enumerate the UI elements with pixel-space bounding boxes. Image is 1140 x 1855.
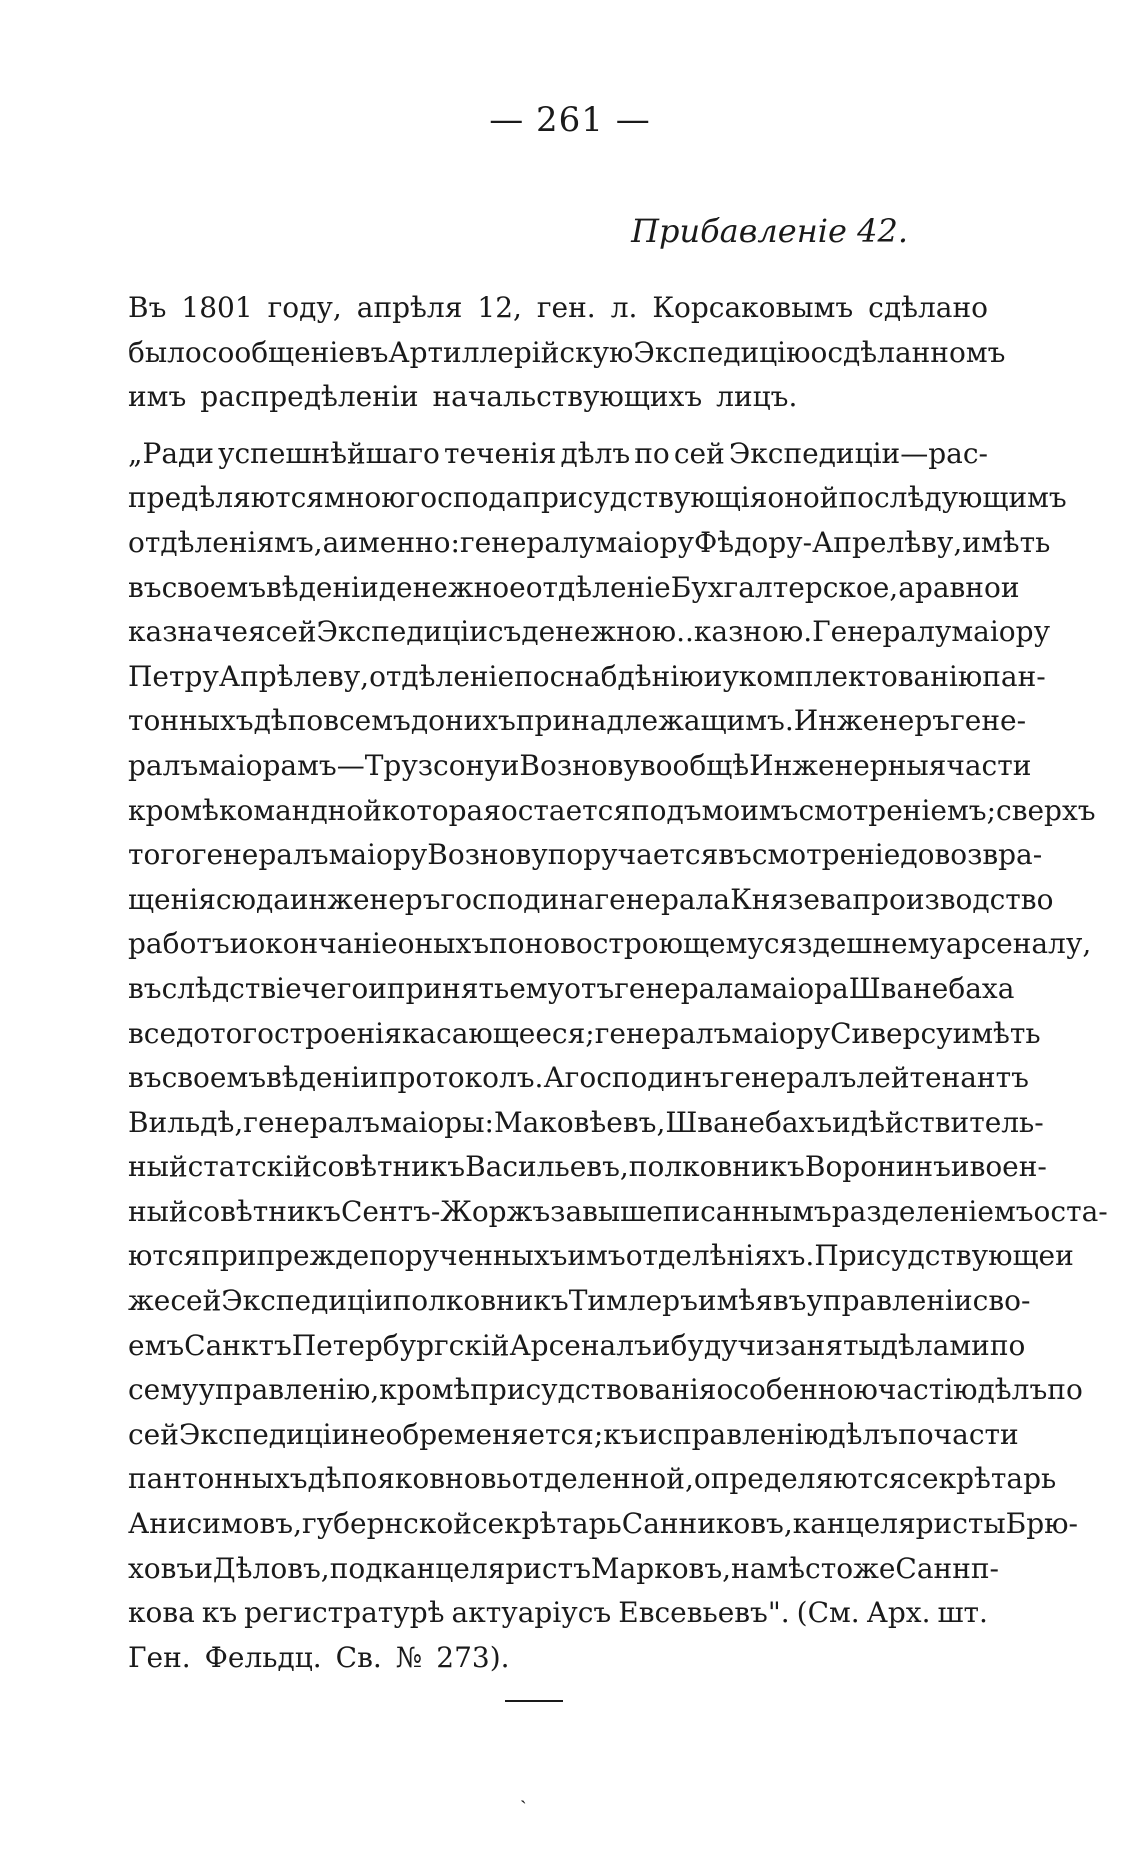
word: оной — [767, 481, 839, 515]
word: здешнему — [797, 927, 946, 961]
text-line — [128, 286, 988, 331]
word: смотренiе — [751, 838, 901, 872]
word: слѣдствiе — [161, 971, 302, 1005]
word: имъ — [128, 380, 187, 414]
text-line — [128, 744, 1032, 789]
word: ново — [524, 927, 593, 961]
word: по — [989, 1328, 1026, 1362]
word: полковникъ — [392, 1284, 569, 1318]
word: на — [731, 1551, 767, 1585]
word: мною — [323, 481, 406, 515]
word: предѣляются — [128, 481, 324, 515]
word: генералу — [459, 525, 596, 559]
word: Экспедицiи — [316, 615, 488, 649]
word: господина — [440, 882, 595, 916]
word: съ — [487, 615, 522, 649]
word: которая — [381, 793, 501, 827]
word: вообщѣ — [639, 748, 750, 782]
word: окончанiе — [248, 927, 398, 961]
text-line — [128, 833, 1043, 878]
word: пантонныхъ — [128, 1462, 308, 1496]
word: Князева — [730, 882, 853, 916]
word: совѣтникъ — [311, 1150, 466, 1184]
word: ются — [128, 1239, 202, 1273]
word: воен- — [969, 1150, 1047, 1184]
word: Евсевьевъ". — [618, 1596, 790, 1630]
word: Корсаковымъ — [652, 291, 854, 324]
word: губернской — [302, 1507, 472, 1541]
word: маiорамъ—Трузсону — [198, 748, 501, 782]
word: и — [703, 659, 723, 693]
word: канцеляристы — [792, 1507, 1006, 1541]
word: оста- — [1033, 1194, 1108, 1228]
word: (См. — [796, 1596, 860, 1630]
word: заняты — [774, 1328, 881, 1362]
word: секрѣтарь — [471, 1507, 622, 1541]
text-line — [128, 699, 1027, 744]
word: ный — [128, 1194, 188, 1228]
word: равно — [914, 570, 1001, 604]
word: и — [1000, 570, 1020, 604]
word: маiору — [595, 525, 694, 559]
word: дѣпо — [307, 1462, 378, 1496]
word: по — [898, 1417, 934, 1451]
word: и — [194, 1551, 213, 1585]
word: и — [229, 927, 249, 961]
word: апрѣля — [356, 291, 463, 324]
word: Вильдѣ, — [128, 1105, 244, 1139]
word: генерала — [594, 882, 731, 916]
word: Марковъ, — [590, 1551, 732, 1585]
word: присудствующiя — [522, 481, 768, 515]
word: сво- — [972, 1284, 1031, 1318]
word: всемъ — [323, 704, 411, 738]
word: сей — [265, 615, 317, 649]
word: сюда — [215, 882, 290, 916]
text-line — [128, 1368, 1083, 1413]
word: успешнѣйшаго — [218, 436, 440, 470]
word: Артиллерiйскую — [388, 335, 634, 369]
word: Арх. — [866, 1596, 931, 1630]
word: въ — [718, 838, 752, 872]
word: присудствованiя — [470, 1373, 717, 1407]
word: принять — [386, 971, 510, 1005]
word: генералъ — [594, 1016, 732, 1050]
word: ген. — [536, 291, 596, 324]
text-line — [128, 375, 988, 420]
word: управленiю, — [198, 1373, 380, 1407]
word: сей — [673, 436, 725, 470]
word: Экспедицiи — [221, 1284, 393, 1318]
text-line — [128, 1324, 1026, 1369]
text-line — [128, 476, 1067, 521]
word: Санктъ — [184, 1328, 292, 1362]
word: а — [898, 570, 915, 604]
word: году, — [267, 291, 342, 324]
word: Дѣловъ, — [212, 1551, 330, 1585]
word: протоколъ. — [378, 1061, 544, 1095]
word: касающееся; — [401, 1016, 595, 1050]
word: кова — [128, 1596, 195, 1630]
word: л. — [610, 291, 638, 324]
word: господинъ — [564, 1061, 720, 1095]
word: моимъ — [701, 793, 799, 827]
text-line — [128, 1101, 1044, 1146]
word: Апрѣлеву, — [218, 659, 370, 693]
word: Экспедицiи—рас- — [728, 436, 988, 470]
word: своемъ — [161, 1061, 267, 1095]
word: вѣденiи — [266, 1061, 379, 1095]
text-line — [128, 967, 1015, 1012]
word: сдѣлано — [868, 291, 988, 324]
word: укомплектованiю — [722, 659, 983, 693]
word: строенiя — [274, 1016, 402, 1050]
word: отъ — [564, 971, 615, 1005]
word: и — [832, 1105, 851, 1139]
word: дѣпо — [253, 704, 324, 738]
text-line — [128, 1636, 988, 1681]
word: кромѣ — [128, 793, 219, 827]
word: отделенной, — [511, 1462, 694, 1496]
word: и — [651, 1328, 671, 1362]
word: актуарiусъ — [451, 1596, 612, 1630]
word: особенною — [716, 1373, 878, 1407]
word: Инженерныя — [749, 748, 947, 782]
word: управленiи — [806, 1284, 973, 1318]
word: Въ — [128, 291, 167, 324]
word: генералъ — [191, 838, 329, 872]
word: будучи — [670, 1328, 775, 1362]
word: Тимлеръ — [568, 1284, 698, 1318]
word: Воронинъ — [804, 1150, 951, 1184]
word: генерала — [614, 971, 750, 1005]
word: статскiй — [187, 1150, 312, 1184]
word: по — [1047, 1373, 1083, 1407]
word: же — [128, 1284, 171, 1318]
word: Маковѣевъ, — [493, 1105, 666, 1139]
word: Экспедицiю — [633, 335, 811, 369]
word: 273). — [436, 1640, 510, 1674]
text-line — [128, 1234, 1074, 1279]
word: маiору — [951, 615, 1051, 649]
word: тонныхъ — [128, 704, 254, 738]
word: оныхъ — [397, 927, 490, 961]
word: имѣть — [952, 1016, 1041, 1050]
word: сей — [170, 1284, 222, 1318]
word: 1801 — [181, 291, 253, 324]
text-line — [128, 331, 1006, 376]
word: того — [210, 1016, 274, 1050]
word: все — [128, 1016, 177, 1050]
word: денежною — [521, 615, 677, 649]
word: того — [128, 838, 192, 872]
word: прежде — [256, 1239, 370, 1273]
word: сверхъ — [996, 793, 1096, 827]
word: Шванебахъ — [665, 1105, 833, 1139]
word: гене- — [950, 704, 1027, 738]
text-line — [128, 1012, 1041, 1057]
word: полковникъ — [628, 1150, 805, 1184]
word: секрѣтарь — [906, 1462, 1057, 1496]
word: Шванебаха — [848, 971, 1015, 1005]
word: кромѣ — [379, 1373, 471, 1407]
text-line — [128, 1502, 1079, 1547]
word: ховъ — [128, 1551, 195, 1585]
word: до — [176, 1016, 211, 1050]
word: въ — [128, 570, 162, 604]
word: имѣть — [962, 525, 1051, 559]
word: яко — [377, 1462, 430, 1496]
word: по — [489, 927, 525, 961]
word: къ — [603, 1417, 639, 1451]
word: Сиверсу — [830, 1016, 953, 1050]
word: распредѣленiи — [200, 380, 419, 414]
body-text — [128, 286, 1108, 1680]
word: генералъ — [719, 1061, 857, 1095]
word: завышеписаннымъ — [550, 1194, 832, 1228]
word: совѣтникъ — [187, 1194, 341, 1228]
text-line — [128, 1145, 1047, 1190]
word: въ — [128, 1061, 162, 1095]
word: Васильевъ, — [465, 1150, 629, 1184]
word: порученныхъ — [369, 1239, 568, 1273]
word: Вознову — [427, 838, 548, 872]
word: сдѣланномъ — [827, 335, 1006, 369]
word: и — [500, 748, 520, 782]
word: своемъ — [161, 570, 267, 604]
text-line — [128, 1413, 1019, 1458]
word: работъ — [128, 927, 230, 961]
word: ..казною. — [676, 615, 813, 649]
word: въ — [354, 335, 389, 369]
word: до — [900, 838, 935, 872]
text-line — [128, 655, 1046, 700]
word: маiору — [731, 1016, 831, 1050]
word: Фельдц. — [204, 1640, 322, 1674]
word: принадлежащимъ. — [515, 704, 794, 738]
word: сему — [128, 1373, 199, 1407]
word: подъ — [631, 793, 702, 827]
word: Бухгалтерское, — [670, 570, 899, 604]
word: дѣйствитель- — [850, 1105, 1044, 1139]
word: было — [128, 335, 202, 369]
word: не — [350, 1417, 386, 1451]
word: дѣлъ — [828, 1417, 899, 1451]
word: лейтенантъ — [856, 1061, 1029, 1095]
word: вновь — [429, 1462, 512, 1496]
word: отдѣленiе — [369, 659, 515, 693]
word: маiора — [749, 971, 849, 1005]
page-number: — 261 — — [489, 100, 651, 140]
word: же — [853, 1551, 896, 1585]
word: имъ — [567, 1239, 626, 1273]
word: снабдѣнiю — [549, 659, 704, 693]
word: командной — [218, 793, 382, 827]
word: Вознову — [519, 748, 640, 782]
word: части — [946, 748, 1032, 782]
word: къ — [201, 1596, 238, 1630]
word: Присудствующеи — [814, 1239, 1074, 1273]
text-line — [128, 1190, 1108, 1235]
word: маiоры: — [380, 1105, 494, 1139]
text-line — [128, 521, 1051, 566]
word: именно: — [339, 525, 460, 559]
word: пан- — [982, 659, 1046, 693]
word: теченiя — [443, 436, 557, 470]
text-line — [128, 1547, 999, 1592]
word: Св. — [335, 1640, 382, 1674]
word: А — [543, 1061, 565, 1095]
word: Ген. — [128, 1640, 191, 1674]
text-line — [128, 610, 1051, 655]
word: отделѣнiяхъ. — [625, 1239, 815, 1273]
word: дѣлъ — [977, 1373, 1048, 1407]
word: Санниковъ, — [621, 1507, 793, 1541]
text-line — [128, 1279, 1031, 1324]
word: части — [933, 1417, 1019, 1451]
word: емъ — [128, 1328, 185, 1362]
word: определяются — [693, 1462, 907, 1496]
text-line — [128, 432, 988, 477]
word: казначея — [128, 615, 266, 649]
word: отдѣленiямъ, — [128, 525, 323, 559]
word: исправленiю — [638, 1417, 829, 1451]
word: денежное — [378, 570, 526, 604]
word: и — [368, 971, 387, 1005]
word: мѣсто — [766, 1551, 854, 1585]
word: Генералу — [812, 615, 952, 649]
stray-mark: ˏ — [520, 1780, 527, 1804]
word: нихъ — [444, 704, 516, 738]
word: подканцеляристъ — [329, 1551, 591, 1585]
word: частiю — [877, 1373, 978, 1407]
word: отдѣленiе — [525, 570, 671, 604]
word: Арсеналъ — [509, 1328, 652, 1362]
word: лицъ. — [716, 380, 798, 414]
word: а — [322, 525, 340, 559]
word: обременяется; — [385, 1417, 604, 1451]
text-line — [128, 789, 1096, 834]
word: щенiя — [128, 882, 216, 916]
word: ему — [509, 971, 565, 1005]
text-line — [128, 922, 1092, 967]
word: въ — [772, 1284, 807, 1318]
word: остается — [500, 793, 632, 827]
word: Петербургскiй — [291, 1328, 510, 1362]
word: Инженеръ — [793, 704, 951, 738]
word: смотренiемъ; — [798, 793, 997, 827]
word: Саннп- — [895, 1551, 999, 1585]
word: шт. — [937, 1596, 988, 1630]
word: дѣлъ — [560, 436, 631, 470]
word: производство — [852, 882, 1054, 916]
word: господа — [405, 481, 523, 515]
word: дѣлами — [880, 1328, 990, 1362]
word: ный — [128, 1150, 188, 1184]
word: Анисимовъ, — [128, 1507, 302, 1541]
word: Брю- — [1005, 1507, 1079, 1541]
word: сей — [128, 1417, 179, 1451]
text-line — [128, 1056, 1029, 1101]
word: по — [634, 436, 670, 470]
word: разделенiемъ — [831, 1194, 1034, 1228]
word: поручается — [547, 838, 719, 872]
appendix-heading: Прибавленiе 42. — [631, 212, 908, 250]
word: генералъ — [243, 1105, 380, 1139]
word: начальствующихъ — [432, 380, 703, 414]
word: маiору — [328, 838, 428, 872]
word: при — [201, 1239, 257, 1273]
word: до — [410, 704, 445, 738]
word: ралъ — [128, 748, 199, 782]
word: о — [810, 335, 828, 369]
word: № — [395, 1640, 423, 1674]
text-line — [128, 566, 1020, 611]
text-line — [128, 878, 1054, 923]
word: Сентъ-Жоржъ — [340, 1194, 551, 1228]
word: „Ради — [128, 436, 214, 470]
closing-rule — [505, 1700, 563, 1702]
word: Фѣдору-Апрелѣву, — [694, 525, 963, 559]
word: инженеръ — [289, 882, 441, 916]
word: Экспедицiи — [178, 1417, 351, 1451]
word: вѣденiи — [266, 570, 379, 604]
word: въ — [128, 971, 162, 1005]
word: слѣдующимъ — [873, 481, 1067, 515]
word: имѣя — [697, 1284, 773, 1318]
word: арсеналу, — [945, 927, 1092, 961]
word: по — [838, 481, 874, 515]
text-line — [128, 1457, 1057, 1502]
word: по — [514, 659, 550, 693]
word: 12, — [477, 291, 522, 324]
word: возвра- — [934, 838, 1043, 872]
word: сообщенiе — [201, 335, 355, 369]
word: регистратурѣ — [244, 1596, 445, 1630]
word: строющемуся — [592, 927, 798, 961]
word: Петру — [128, 659, 219, 693]
word: и — [950, 1150, 970, 1184]
word: чего — [301, 971, 369, 1005]
text-line — [128, 1591, 988, 1636]
